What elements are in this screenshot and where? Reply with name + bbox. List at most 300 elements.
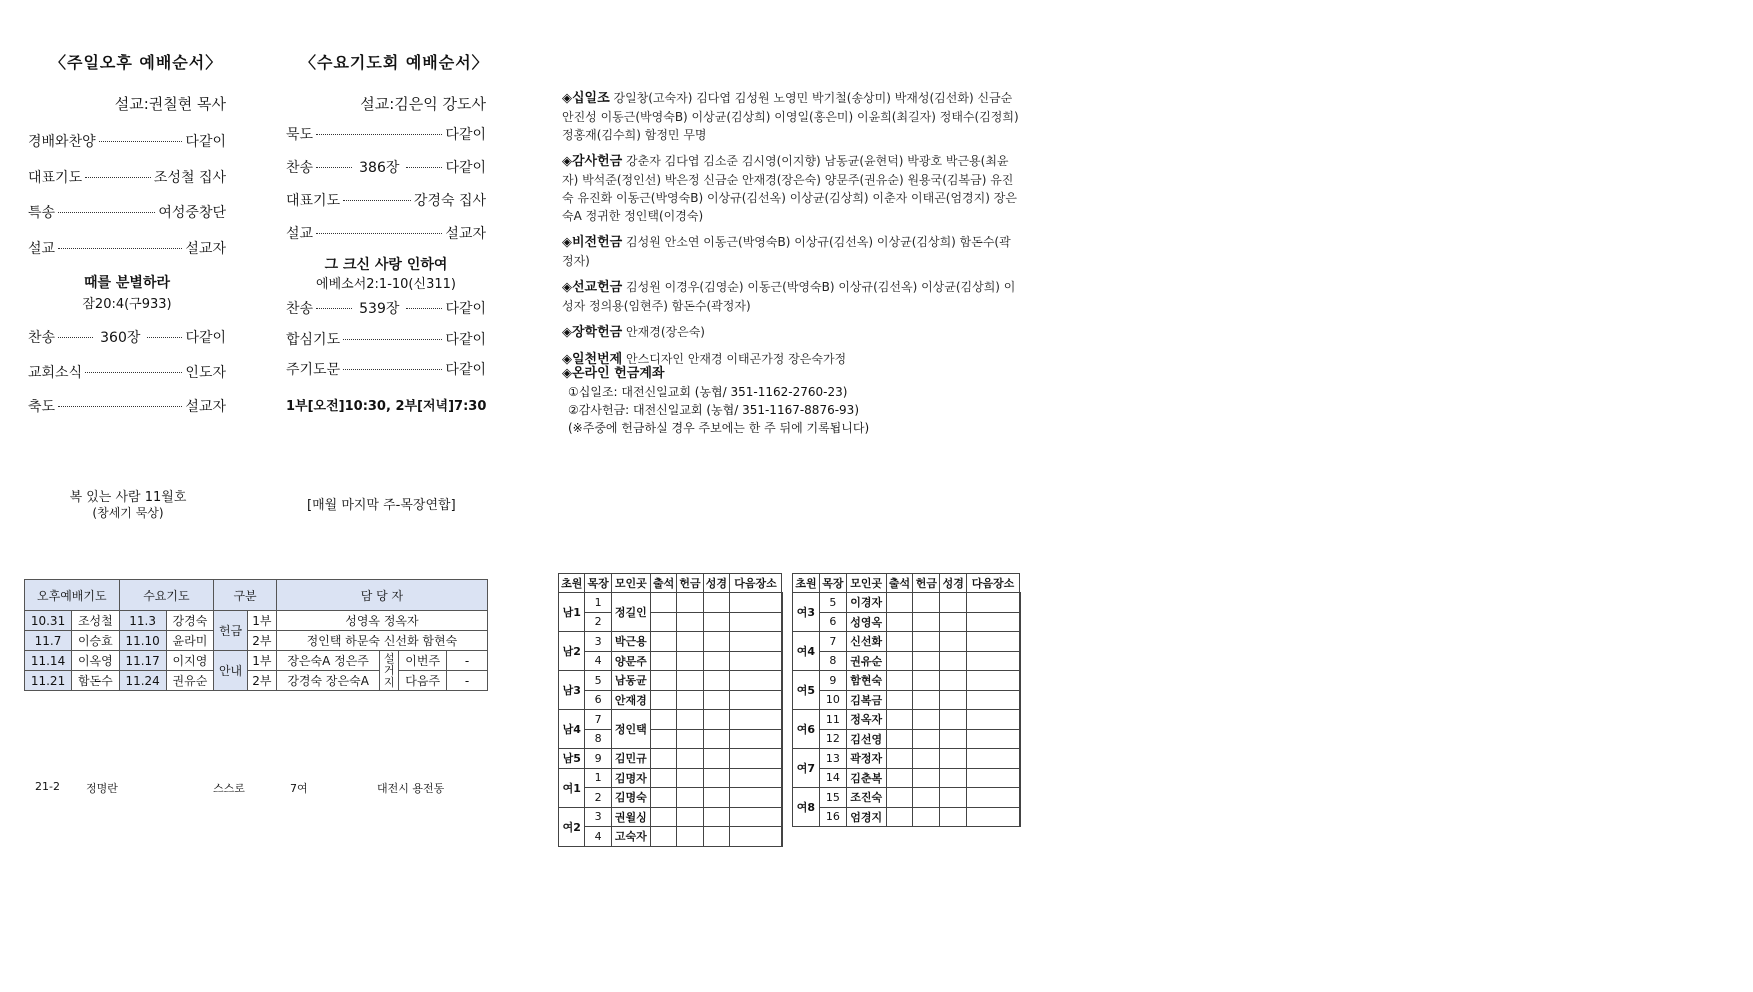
table-cell: 1부: [247, 611, 276, 631]
dot-leader: [316, 308, 352, 309]
table-cell: 강경숙 장은숙A: [276, 671, 380, 691]
grid-blank-cell[interactable]: [967, 671, 1020, 691]
grid-blank-cell[interactable]: [677, 593, 703, 613]
order-item-leader: 여성중창단: [158, 205, 226, 221]
grid-blank-cell[interactable]: [781, 593, 782, 613]
grid-number-cell: 13: [819, 749, 846, 769]
table-row: [559, 651, 783, 671]
grid-blank-cell[interactable]: [703, 729, 729, 749]
grid-blank-cell[interactable]: [913, 671, 940, 691]
table-cell: 1부: [247, 651, 276, 671]
order-item: [286, 124, 486, 157]
grid-blank-cell[interactable]: [650, 710, 676, 730]
grid-blank-cell[interactable]: [940, 690, 967, 710]
order-item-label: 찬송: [286, 160, 314, 176]
grid-blank-cell[interactable]: [940, 729, 967, 749]
grid-blank-cell[interactable]: [886, 749, 913, 769]
grid-blank-cell[interactable]: [650, 768, 676, 788]
order-item-hymn: 539장: [359, 301, 400, 317]
grid-blank-cell[interactable]: [677, 788, 703, 808]
grid-blank-cell[interactable]: [650, 690, 676, 710]
dot-leader: [147, 337, 182, 338]
grid-blank-cell[interactable]: [677, 827, 703, 847]
grid-number-cell: 9: [819, 671, 846, 691]
grid-header: 초원: [559, 574, 585, 593]
grid-number-cell: 1: [585, 593, 611, 613]
grid-name-cell: 권윌싱: [611, 807, 650, 827]
table-cell: 조성철: [72, 611, 120, 631]
grid-blank-cell[interactable]: [703, 632, 729, 652]
table-row: [25, 651, 488, 671]
grid-name-cell: 양문주: [611, 651, 650, 671]
order-item: [28, 202, 226, 238]
grid-blank-cell[interactable]: [703, 827, 729, 847]
order-item-label: 합심기도: [286, 331, 341, 348]
table-row: [793, 651, 1021, 671]
offering-list: [562, 233, 1022, 270]
grid-name-cell: 김복금: [846, 690, 886, 710]
duty-group-usher: 안내: [214, 651, 248, 691]
grid-header-row: [559, 574, 783, 593]
table-row: [559, 807, 783, 827]
table-cell: 윤라미: [166, 631, 214, 651]
grid-blank-cell[interactable]: [677, 671, 703, 691]
grid-blank-cell[interactable]: [730, 710, 782, 730]
table-row: [559, 593, 783, 613]
grid-number-cell: 3: [585, 632, 611, 652]
grid-blank-cell[interactable]: [650, 593, 676, 613]
grid-blank-cell[interactable]: [703, 749, 729, 769]
grid-blank-cell[interactable]: [886, 807, 913, 827]
grid-blank-cell[interactable]: [913, 593, 940, 613]
order-item-label: 대표기도: [286, 193, 341, 209]
table-row: [559, 671, 783, 691]
grid-blank-cell[interactable]: [1019, 710, 1020, 730]
grid-header: 헌금: [913, 574, 940, 593]
grid-blank-cell[interactable]: [1019, 671, 1020, 691]
grid-number-cell: 15: [819, 788, 846, 808]
order-item-leader: 강경숙 집사: [413, 193, 486, 209]
table-cell: 2부: [247, 671, 276, 691]
online-account-thanks: ②감사헌금: 대전신일교회 (농협/ 351-1167-8876-93): [568, 403, 859, 417]
grid-blank-cell[interactable]: [677, 651, 703, 671]
offering-list: [562, 323, 1022, 342]
offering-names: 김성원 안소연 이동근(박영숙B) 이상규(김선옥) 이상균(김상희) 함돈수(곽정자): [562, 235, 1011, 268]
table-row: [793, 612, 1021, 632]
order-item-leader: 다같이: [445, 160, 487, 176]
grid-blank-cell[interactable]: [781, 729, 782, 749]
grid-name-cell: 안재경: [611, 690, 650, 710]
grid-name-cell: 남동균: [611, 671, 650, 691]
table-cell: 10.31: [25, 611, 72, 631]
grid-blank-cell[interactable]: [1019, 612, 1020, 632]
offering-list: [562, 278, 1022, 315]
grid-blank-cell[interactable]: [1019, 749, 1020, 769]
grid-blank-cell[interactable]: [886, 788, 913, 808]
dot-leader: [58, 248, 182, 249]
grid-blank-cell[interactable]: [913, 690, 940, 710]
dot-leader: [58, 337, 93, 338]
grid-name-cell: 정옥자: [846, 710, 886, 730]
grid-blank-cell[interactable]: [967, 690, 1020, 710]
grid-number-cell: 4: [585, 651, 611, 671]
grid-blank-cell[interactable]: [886, 593, 913, 613]
address-group: 7여: [290, 782, 308, 795]
table-row: [559, 710, 783, 730]
grid-header: 성경: [940, 574, 967, 593]
table-row: [559, 788, 783, 808]
grid-blank-cell[interactable]: [677, 749, 703, 769]
wednesday-sermon-ref: 에베소서2:1-10(신311): [316, 277, 456, 292]
grid-blank-cell[interactable]: [1019, 651, 1020, 671]
grid-number-cell: 8: [819, 651, 846, 671]
grid-blank-cell[interactable]: [913, 710, 940, 730]
sunday-title: 〈주일오후 예배순서〉: [50, 53, 223, 72]
grid-number-cell: 3: [585, 807, 611, 827]
grid-blank-cell[interactable]: [967, 593, 1020, 613]
grid-blank-cell[interactable]: [677, 729, 703, 749]
table-row: [793, 729, 1021, 749]
grid-name-cell: 정인택: [611, 710, 650, 749]
grid-blank-cell[interactable]: [677, 612, 703, 632]
grid-blank-cell[interactable]: [730, 632, 782, 652]
grid-group-cell: 남5: [559, 749, 585, 769]
table-cell: 권유순: [166, 671, 214, 691]
grid-name-cell: 고숙자: [611, 827, 650, 847]
grid-blank-cell[interactable]: [781, 710, 782, 730]
grid-blank-cell[interactable]: [940, 788, 967, 808]
table-cell: -: [447, 671, 488, 691]
grid-blank-cell[interactable]: [703, 690, 729, 710]
grid-blank-cell[interactable]: [886, 768, 913, 788]
grid-blank-cell[interactable]: [1019, 690, 1020, 710]
grid-header: 다음장소: [730, 574, 782, 593]
grid-blank-cell[interactable]: [781, 612, 782, 632]
grid-blank-cell[interactable]: [730, 690, 782, 710]
order-item: [28, 238, 226, 274]
grid-blank-cell[interactable]: [730, 788, 782, 808]
offering-label: ◈감사헌금: [562, 154, 623, 169]
order-item-hymn: 386장: [359, 160, 400, 176]
dot-leader: [316, 134, 442, 135]
grid-blank-cell[interactable]: [913, 729, 940, 749]
grid-blank-cell[interactable]: [913, 612, 940, 632]
grid-blank-cell[interactable]: [703, 807, 729, 827]
grid-blank-cell[interactable]: [781, 827, 782, 847]
grid-header: 목장: [585, 574, 611, 593]
grid-number-cell: 16: [819, 807, 846, 827]
grid-group-cell: 남2: [559, 632, 585, 671]
grid-blank-cell[interactable]: [1019, 788, 1020, 808]
attendance-grid-right: [792, 573, 1021, 827]
grid-blank-cell[interactable]: [703, 612, 729, 632]
grid-blank-cell[interactable]: [730, 768, 782, 788]
grid-group-cell: 여2: [559, 807, 585, 846]
grid-blank-cell[interactable]: [730, 827, 782, 847]
table-cell: 정인택 하문숙 신선화 함현숙: [276, 631, 487, 651]
address-code: 21-2: [35, 780, 60, 793]
table-cell: 강경숙: [166, 611, 214, 631]
grid-group-cell: 여8: [793, 788, 820, 827]
grid-blank-cell[interactable]: [781, 690, 782, 710]
grid-blank-cell[interactable]: [967, 788, 1020, 808]
grid-header: 목장: [819, 574, 846, 593]
grid-blank-cell[interactable]: [967, 768, 1020, 788]
table-row: [559, 827, 783, 847]
online-offering-title: ◈온라인 헌금계좌: [562, 366, 665, 381]
attendance-grid-left: [558, 573, 783, 847]
grid-blank-cell[interactable]: [781, 671, 782, 691]
grid-blank-cell[interactable]: [886, 612, 913, 632]
offering-names: 안스디자인 안재경 이태곤가정 장은숙가정: [622, 352, 847, 366]
grid-blank-cell[interactable]: [913, 651, 940, 671]
offering-list: [562, 89, 1022, 144]
grid-blank-cell[interactable]: [940, 671, 967, 691]
offering-names: 강일창(고숙자) 김다엽 김성원 노영민 박기철(송상미) 박재성(김선화) 신금순 안진성 이동근(박영숙B) 이상균(김상희) 이영일(홍은미) 이윤희(최길자) 정태수(김정희) 정홍재(김수희) 함정민 무명: [562, 91, 1019, 142]
grid-blank-cell[interactable]: [703, 768, 729, 788]
dot-leader: [316, 233, 442, 234]
order-item: [28, 362, 226, 397]
grid-number-cell: 5: [819, 593, 846, 613]
grid-blank-cell[interactable]: [650, 827, 676, 847]
order-item-leader: 다같이: [445, 362, 486, 378]
grid-blank-cell[interactable]: [1019, 768, 1020, 788]
grid-blank-cell[interactable]: [913, 632, 940, 652]
order-item-leader: 다같이: [185, 134, 226, 150]
table-row: [25, 631, 488, 651]
grid-blank-cell[interactable]: [677, 632, 703, 652]
table-cell: 11.10: [119, 631, 166, 651]
grid-blank-cell[interactable]: [940, 632, 967, 652]
table-row: [793, 593, 1021, 613]
order-item: [28, 396, 226, 431]
offering-label: ◈십일조: [562, 91, 610, 106]
order-item: [286, 298, 486, 329]
grid-blank-cell[interactable]: [886, 651, 913, 671]
dot-leader: [343, 369, 442, 370]
grid-name-cell: 성영옥: [846, 612, 886, 632]
grid-blank-cell[interactable]: [1019, 807, 1020, 827]
grid-blank-cell[interactable]: [940, 710, 967, 730]
grid-blank-cell[interactable]: [967, 612, 1020, 632]
grid-blank-cell[interactable]: [781, 632, 782, 652]
grid-blank-cell[interactable]: [1019, 729, 1020, 749]
grid-blank-cell[interactable]: [781, 651, 782, 671]
grid-blank-cell[interactable]: [650, 729, 676, 749]
grid-blank-cell[interactable]: [650, 612, 676, 632]
wednesday-order-list: [286, 124, 486, 256]
grid-blank-cell[interactable]: [886, 632, 913, 652]
grid-blank-cell[interactable]: [913, 749, 940, 769]
grid-blank-cell[interactable]: [940, 612, 967, 632]
grid-blank-cell[interactable]: [730, 729, 782, 749]
grid-header-row: [793, 574, 1021, 593]
table-cell: 11.21: [25, 671, 72, 691]
dot-leader: [85, 177, 151, 178]
offerings-section: [562, 89, 1022, 377]
grid-blank-cell[interactable]: [650, 788, 676, 808]
grid-blank-cell[interactable]: [730, 612, 782, 632]
grid-name-cell: 조진숙: [846, 788, 886, 808]
table-row: [793, 749, 1021, 769]
grid-group-cell: 여1: [559, 768, 585, 807]
order-item-leader: 설교자: [185, 240, 226, 257]
table-row: [559, 749, 783, 769]
order-item: [286, 157, 486, 190]
grid-blank-cell[interactable]: [650, 807, 676, 827]
table-cell: 이번주: [399, 651, 447, 671]
grid-blank-cell[interactable]: [650, 651, 676, 671]
grid-blank-cell[interactable]: [967, 749, 1020, 769]
duty-header-persons: 담 당 자: [276, 580, 487, 611]
table-cell: 11.17: [119, 651, 166, 671]
duty-header-category: 구분: [214, 580, 277, 611]
grid-name-cell: 곽정자: [846, 749, 886, 769]
grid-blank-cell[interactable]: [730, 593, 782, 613]
table-row: [559, 729, 783, 749]
grid-number-cell: 7: [819, 632, 846, 652]
order-item-label: 설교: [28, 240, 56, 257]
table-cell: 11.14: [25, 651, 72, 671]
grid-group-cell: 여6: [793, 710, 820, 749]
grid-name-cell: 김명자: [611, 768, 650, 788]
grid-blank-cell[interactable]: [940, 749, 967, 769]
grid-blank-cell[interactable]: [677, 807, 703, 827]
order-item-label: 찬송: [28, 330, 56, 346]
grid-blank-cell[interactable]: [650, 671, 676, 691]
dot-leader: [316, 167, 352, 168]
grid-name-cell: 김민규: [611, 749, 650, 769]
order-item: [286, 223, 486, 256]
grid-blank-cell[interactable]: [940, 651, 967, 671]
grid-number-cell: 9: [585, 749, 611, 769]
table-cell: 장은숙A 정은주: [276, 651, 380, 671]
offering-label: ◈일천번제: [562, 352, 623, 367]
grid-blank-cell[interactable]: [967, 807, 1020, 827]
dot-leader: [58, 212, 155, 213]
grid-blank-cell[interactable]: [913, 788, 940, 808]
grid-number-cell: 1: [585, 768, 611, 788]
grid-blank-cell[interactable]: [781, 807, 782, 827]
order-item: [286, 190, 486, 223]
table-row: [793, 768, 1021, 788]
dot-leader: [406, 308, 442, 309]
order-item: [28, 131, 226, 167]
grid-blank-cell[interactable]: [913, 768, 940, 788]
duty-table: [24, 579, 488, 691]
grid-header: 헌금: [677, 574, 703, 593]
grid-header: 초원: [793, 574, 820, 593]
grid-blank-cell[interactable]: [781, 749, 782, 769]
grid-blank-cell[interactable]: [967, 710, 1020, 730]
grid-blank-cell[interactable]: [677, 710, 703, 730]
grid-blank-cell[interactable]: [886, 710, 913, 730]
table-cell: 11.3: [119, 611, 166, 631]
order-item-leader: 설교자: [185, 399, 226, 415]
grid-blank-cell[interactable]: [967, 651, 1020, 671]
grid-blank-cell[interactable]: [940, 768, 967, 788]
order-item-leader: 다같이: [445, 301, 487, 317]
address-place: 대전시 용전동: [377, 782, 445, 795]
wednesday-times: 1부[오전]10:30, 2부[저녁]7:30: [286, 399, 487, 414]
wednesday-title: 〈수요기도회 예배순서〉: [300, 53, 489, 72]
table-cell: 11.7: [25, 631, 72, 651]
grid-blank-cell[interactable]: [940, 593, 967, 613]
grid-number-cell: 6: [819, 612, 846, 632]
grid-group-cell: 여7: [793, 749, 820, 788]
grid-blank-cell[interactable]: [886, 690, 913, 710]
blessed-person-title: 복 있는 사람 11월호: [69, 490, 187, 505]
dot-leader: [99, 141, 183, 142]
grid-blank-cell[interactable]: [967, 632, 1020, 652]
grid-blank-cell[interactable]: [677, 690, 703, 710]
grid-blank-cell[interactable]: [781, 768, 782, 788]
grid-blank-cell[interactable]: [781, 788, 782, 808]
sunday-sermon-title: 때를 분별하라: [83, 275, 171, 291]
grid-blank-cell[interactable]: [703, 788, 729, 808]
order-item-label: 특송: [28, 205, 56, 221]
grid-header: 모인곳: [611, 574, 650, 593]
grid-blank-cell[interactable]: [886, 671, 913, 691]
grid-number-cell: 2: [585, 788, 611, 808]
grid-blank-cell[interactable]: [730, 807, 782, 827]
grid-blank-cell[interactable]: [940, 807, 967, 827]
order-item: [286, 359, 486, 390]
offering-label: ◈비전헌금: [562, 235, 623, 250]
grid-blank-cell[interactable]: [650, 749, 676, 769]
grid-blank-cell[interactable]: [886, 729, 913, 749]
grid-blank-cell[interactable]: [677, 768, 703, 788]
order-item-hymn: 360장: [100, 330, 141, 346]
grid-blank-cell[interactable]: [703, 710, 729, 730]
grid-blank-cell[interactable]: [650, 632, 676, 652]
grid-blank-cell[interactable]: [703, 671, 729, 691]
table-row: [793, 690, 1021, 710]
offering-label: ◈장학헌금: [562, 325, 623, 340]
grid-blank-cell[interactable]: [1019, 632, 1020, 652]
online-offering-note: (※주중에 헌금하실 경우 주보에는 한 주 뒤에 기록됩니다): [568, 421, 870, 435]
table-cell: 함돈수: [72, 671, 120, 691]
address-name: 정명란: [86, 782, 118, 795]
table-cell: 11.24: [119, 671, 166, 691]
order-item: [286, 329, 486, 360]
grid-blank-cell[interactable]: [703, 651, 729, 671]
sunday-sermon-ref: 잠20:4(구933): [82, 297, 172, 312]
order-item-leader: 인도자: [185, 364, 226, 381]
online-account-tithe: ①십일조: 대전신일교회 (농협/ 351-1162-2760-23): [568, 385, 848, 399]
grid-name-cell: 김선영: [846, 729, 886, 749]
online-offering: [562, 365, 1022, 437]
table-row: [559, 632, 783, 652]
grid-blank-cell[interactable]: [730, 749, 782, 769]
offering-label: ◈선교헌금: [562, 280, 623, 295]
monthly-note: [매월 마지막 주-목장연합]: [307, 498, 456, 513]
grid-blank-cell[interactable]: [913, 807, 940, 827]
table-row: [25, 671, 488, 691]
table-row: [793, 807, 1021, 827]
grid-name-cell: 박근용: [611, 632, 650, 652]
order-item-leader: 다같이: [445, 127, 486, 143]
order-item-label: 대표기도: [28, 169, 83, 186]
order-item-leader: 조성철 집사: [153, 169, 226, 186]
grid-blank-cell[interactable]: [730, 651, 782, 671]
grid-blank-cell[interactable]: [1019, 593, 1020, 613]
grid-blank-cell[interactable]: [703, 593, 729, 613]
grid-number-cell: 14: [819, 768, 846, 788]
grid-blank-cell[interactable]: [730, 671, 782, 691]
grid-blank-cell[interactable]: [967, 729, 1020, 749]
grid-header: 출석: [886, 574, 913, 593]
